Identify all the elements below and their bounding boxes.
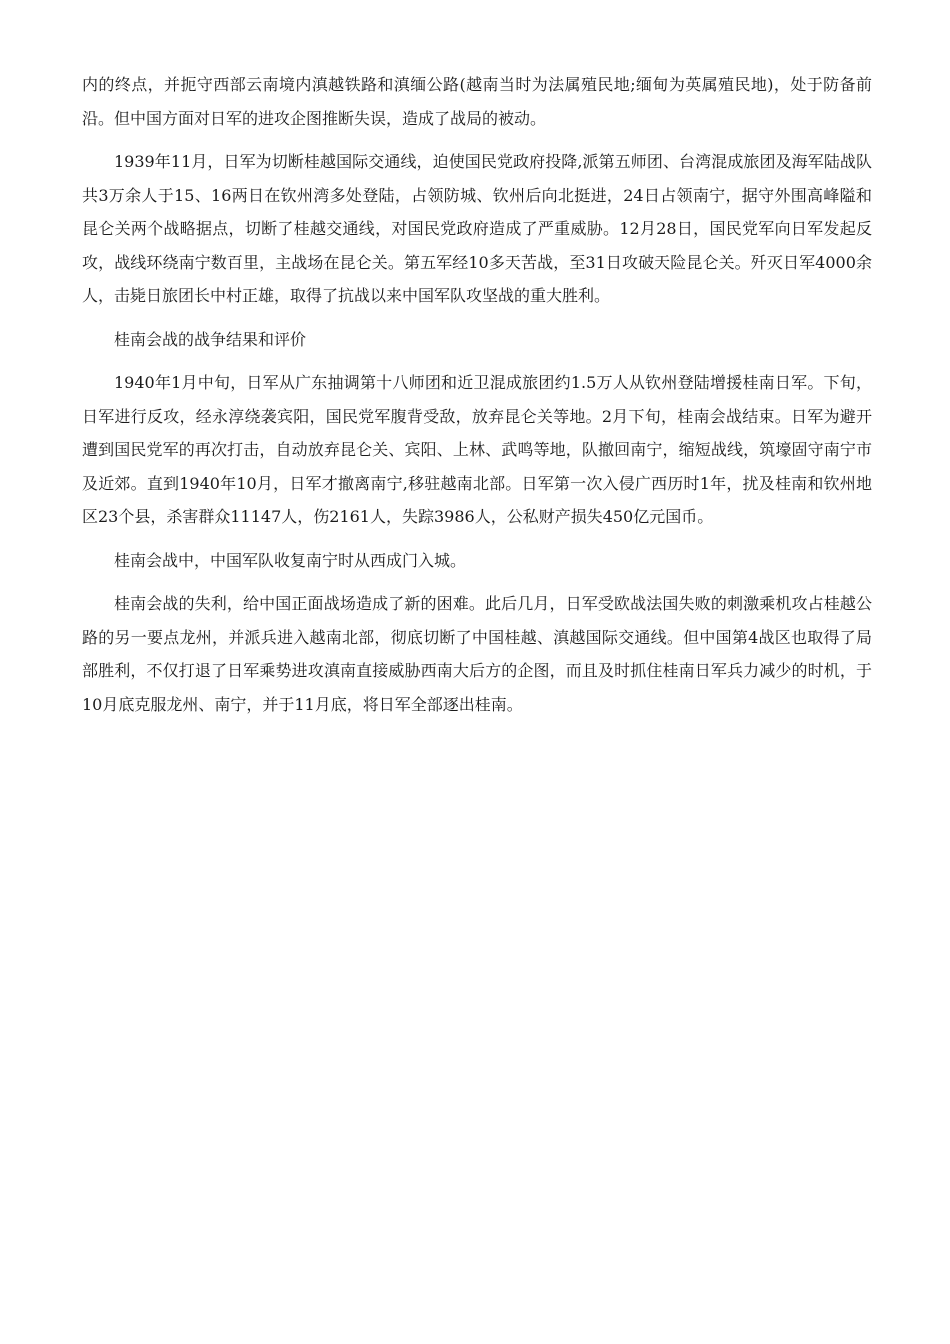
- document-body: [82, 68, 872, 731]
- paragraph-1940-counterattack: 1940年1月中旬，日军从广东抽调第十八师团和近卫混成旅团约1.5万人从钦州登陆增援桂南日军。下旬，日军进行反攻，经永淳绕袭宾阳，国民党军腹背受敌，放弃昆仑关等地。2月下旬，桂南会战结束。日军为避开遭到国民党军的再次打击，自动放弃昆仑关、宾阳、上林、武鸣等地，队撤回南宁，缩短战线，筑壕固守南宁市及近郊。直到1940年10月，日军才撤离南宁,移驻越南北部。日军第一次入侵广西历时1年，扰及桂南和钦州地区23个县，杀害群众11147人，伤2161人，失踪3986人，公私财产损失450亿元国币。: [82, 373, 872, 526]
- paragraph-continued-intro: 内的终点，并扼守西部云南境内滇越铁路和滇缅公路(越南当时为法属殖民地;缅甸为英属殖民地)，处于防备前沿。但中国方面对日军的进攻企图推断失误，造成了战局的被动。: [82, 75, 872, 128]
- section-heading-results: 桂南会战的战争结果和评价: [114, 329, 307, 349]
- paragraph-1939-landing: 1939年11月，日军为切断桂越国际交通线，迫使国民党政府投降,派第五师团、台湾混成旅团及海军陆战队共3万余人于15、16两日在钦州湾多处登陆，占领防城、钦州后向北挺进，24日占领南宁，据守外围高峰隘和昆仑关两个战略据点，切断了桂越交通线，对国民党政府造成了严重威胁。12月28日，国民党军向日军发起反攻，战线环绕南宁数百里，主战场在昆仑关。第五军经10多天苦战，至31日攻破天险昆仑关。歼灭日军4000余人，击毙日旅团长中村正雄，取得了抗战以来中国军队攻坚战的重大胜利。: [82, 152, 872, 305]
- paragraph-aftermath: 桂南会战的失利，给中国正面战场造成了新的困难。此后几月，日军受欧战法国失败的刺激乘机攻占桂越公路的另一要点龙州，并派兵进入越南北部，彻底切断了中国桂越、滇越国际交通线。但中国第4战区也取得了局部胜利，不仅打退了日军乘势进攻滇南直接威胁西南大后方的企图，而且及时抓住桂南日军兵力减少的时机，于10月底克服龙州、南宁，并于11月底，将日军全部逐出桂南。: [82, 594, 872, 714]
- paragraph-nanning-recovery: 桂南会战中，中国军队收复南宁时从西成门入城。: [114, 550, 467, 570]
